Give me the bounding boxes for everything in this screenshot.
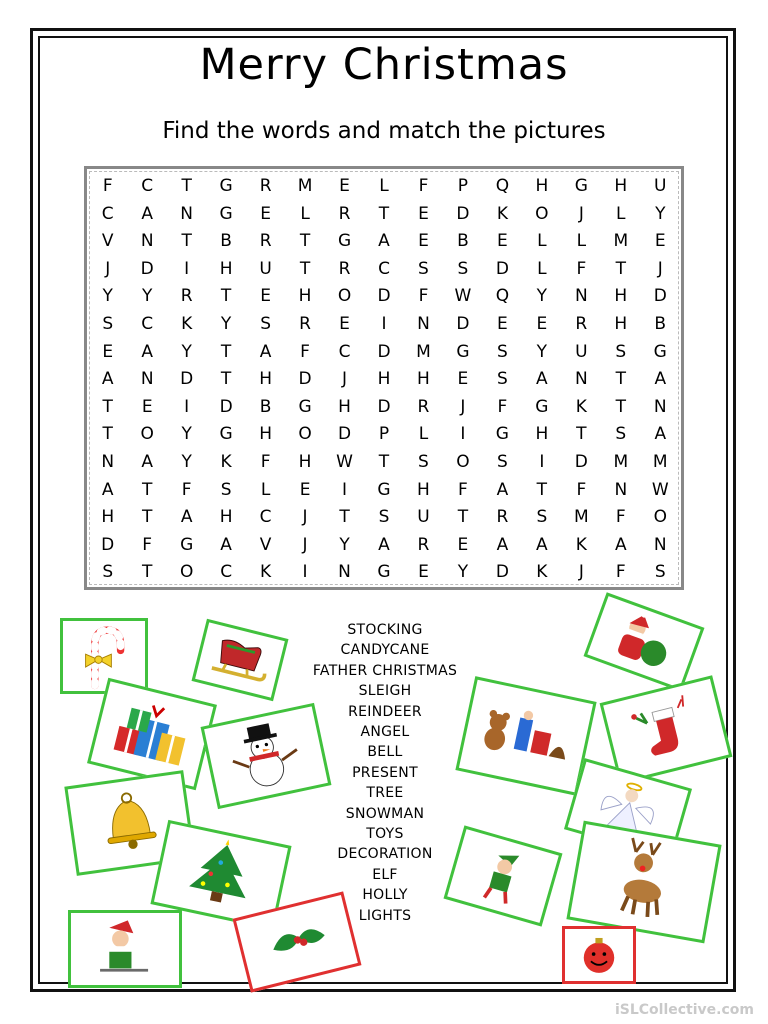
grid-letter: D	[298, 369, 312, 390]
grid-letter: D	[456, 314, 470, 334]
grid-letter: G	[219, 203, 233, 224]
grid-letter: R	[338, 258, 351, 279]
grid-letter: M	[297, 176, 313, 196]
grid-letter: E	[457, 534, 469, 555]
decoration-card	[562, 926, 636, 984]
grid-letter: E	[260, 286, 271, 307]
grid-letter: U	[575, 341, 588, 362]
grid-letter: C	[141, 314, 154, 334]
grid-letter: J	[578, 203, 584, 224]
grid-letter: M	[416, 341, 431, 362]
grid-letter: K	[220, 452, 232, 472]
page-title: Merry Christmas	[199, 40, 569, 90]
grid-letter: D	[574, 452, 588, 472]
grid-letter: T	[299, 258, 311, 279]
grid-letter: H	[298, 452, 312, 472]
grid-letter: R	[299, 314, 311, 334]
grid-letter: T	[378, 203, 390, 224]
grid-letter: C	[220, 562, 233, 583]
grid-letter: R	[259, 231, 272, 252]
grid-letter: Y	[181, 424, 192, 445]
grid-letter: T	[141, 507, 153, 528]
grid-letter: D	[653, 286, 667, 307]
grid-letter: E	[299, 479, 311, 500]
grid-letter: T	[615, 369, 626, 390]
grid-letter: N	[614, 479, 628, 500]
grid-letter: V	[101, 231, 114, 252]
grid-letter: D	[219, 396, 233, 417]
grid-letter: R	[180, 286, 193, 307]
grid-letter: O	[179, 562, 194, 583]
grid-letter: E	[260, 203, 271, 224]
grid-letter: G	[180, 534, 194, 555]
word-list-item: SLEIGH	[358, 683, 412, 700]
grid-letter: S	[260, 314, 271, 334]
grid-letter: T	[615, 396, 626, 417]
grid-letter: T	[141, 562, 153, 583]
grid-letter: O	[298, 424, 312, 445]
grid-letter: T	[102, 424, 113, 445]
grid-letter: N	[180, 203, 194, 224]
grid-letter: A	[378, 534, 390, 555]
grid-letter: S	[496, 369, 508, 390]
grid-letter: E	[102, 341, 114, 362]
grid-letter: B	[259, 396, 272, 417]
grid-letter: S	[102, 314, 114, 334]
grid-letter: G	[337, 231, 352, 252]
grid-letter: E	[654, 231, 666, 252]
grid-letter: B	[220, 231, 232, 252]
word-list-item: STOCKING	[347, 622, 423, 638]
grid-letter: J	[302, 507, 308, 528]
grid-letter: H	[535, 176, 549, 196]
grid-letter: P	[457, 176, 469, 196]
grid-letter: L	[537, 258, 547, 279]
grid-letter: I	[381, 314, 387, 334]
grid-letter: A	[654, 369, 667, 390]
grid-letter: T	[181, 231, 192, 252]
decoration-icon	[565, 929, 633, 981]
grid-letter: H	[614, 314, 628, 334]
word-list-item: SNOWMAN	[345, 805, 425, 822]
grid-letter: G	[377, 562, 391, 583]
grid-letter: P	[378, 424, 390, 445]
grid-letter: G	[219, 424, 233, 445]
grid-letter: M	[573, 507, 589, 528]
grid-letter: J	[657, 258, 663, 279]
grid-letter: G	[495, 424, 509, 445]
grid-letter: Q	[495, 286, 510, 307]
grid-letter: F	[458, 479, 468, 500]
word-list-item: TOYS	[366, 826, 404, 843]
grid-letter: R	[259, 176, 272, 196]
grid-letter: S	[654, 562, 666, 583]
grid-letter: I	[184, 396, 190, 417]
grid-letter: R	[338, 203, 351, 224]
grid-letter: F	[181, 479, 192, 500]
grid-letter: F	[615, 562, 626, 583]
grid-letter: N	[574, 369, 588, 390]
grid-letter: S	[496, 341, 508, 362]
word-list-item: LIGHTS	[358, 907, 412, 924]
grid-letter: W	[336, 452, 353, 472]
grid-letter: O	[456, 452, 470, 472]
grid-letter: A	[101, 479, 114, 500]
grid-letter: H	[219, 258, 233, 279]
grid-letter: H	[377, 369, 391, 390]
grid-letter: J	[578, 562, 584, 583]
word-list-item: REINDEER	[348, 703, 422, 720]
grid-letter: H	[219, 507, 233, 528]
grid-letter: J	[105, 258, 111, 279]
santa-elf-icon	[71, 913, 179, 985]
grid-letter: F	[418, 286, 429, 307]
grid-letter: J	[342, 369, 348, 390]
grid-letter: T	[181, 176, 192, 196]
grid-letter: H	[417, 369, 430, 390]
grid-letter: D	[180, 369, 194, 390]
grid-letter: O	[653, 507, 667, 528]
grid-letter: G	[298, 396, 312, 417]
grid-letter: T	[220, 341, 232, 362]
grid-letter: H	[101, 507, 115, 528]
grid-letter: E	[418, 231, 429, 252]
grid-letter: K	[181, 314, 193, 334]
grid-letter: L	[418, 424, 429, 445]
grid-letter: K	[575, 396, 587, 417]
grid-letter: H	[417, 479, 430, 500]
grid-letter: Y	[655, 203, 666, 224]
grid-letter: K	[575, 534, 587, 555]
grid-letter: A	[496, 534, 509, 555]
grid-letter: F	[300, 341, 310, 362]
grid-letter: U	[654, 176, 667, 196]
grid-letter: S	[615, 424, 627, 445]
grid-letter: D	[377, 286, 391, 307]
grid-letter: S	[102, 562, 114, 583]
grid-letter: E	[418, 203, 429, 224]
grid-letter: A	[141, 341, 153, 362]
grid-letter: N	[140, 369, 154, 390]
grid-letter: N	[101, 452, 115, 472]
santa-elf-card	[68, 910, 182, 988]
grid-letter: E	[497, 231, 508, 252]
grid-letter: E	[536, 314, 548, 334]
grid-letter: L	[576, 231, 587, 252]
grid-letter: S	[615, 341, 627, 362]
grid-letter: E	[339, 176, 350, 196]
grid-letter: O	[535, 203, 549, 224]
grid-letter: F	[576, 479, 587, 500]
grid-letter: S	[418, 258, 429, 279]
grid-letter: T	[102, 396, 113, 417]
grid-letter: H	[614, 286, 628, 307]
grid-letter: L	[300, 203, 310, 224]
grid-letter: T	[457, 507, 469, 528]
grid-letter: R	[496, 507, 509, 528]
grid-letter: T	[220, 369, 232, 390]
word-list-item: FATHER CHRISTMAS	[312, 662, 458, 679]
word-list-item: CANDYCANE	[340, 642, 430, 659]
grid-letter: H	[535, 424, 549, 445]
grid-letter: G	[377, 479, 391, 500]
grid-letter: W	[651, 479, 669, 500]
grid-letter: T	[576, 424, 587, 445]
grid-letter: T	[536, 479, 548, 500]
grid-letter: D	[377, 341, 391, 362]
grid-letter: G	[574, 176, 588, 196]
grid-letter: Y	[141, 286, 153, 307]
grid-letter: R	[575, 314, 588, 334]
grid-letter: K	[496, 203, 508, 224]
grid-letter: H	[338, 396, 351, 417]
candy-cane-icon	[63, 621, 145, 691]
grid-letter: S	[378, 507, 390, 528]
grid-letter: T	[615, 258, 626, 279]
grid-letter: K	[260, 562, 272, 583]
grid-letter: Y	[536, 341, 548, 362]
grid-letter: A	[141, 452, 153, 472]
grid-letter: D	[337, 424, 352, 445]
grid-letter: C	[338, 341, 351, 362]
grid-letter: H	[259, 369, 272, 390]
grid-letter: L	[537, 231, 547, 252]
grid-letter: M	[613, 231, 629, 252]
grid-letter: I	[302, 562, 308, 583]
word-list-item: HOLLY	[362, 887, 408, 904]
grid-letter: G	[653, 341, 667, 362]
grid-letter: N	[338, 562, 351, 583]
word-list-item: PRESENT	[352, 764, 418, 781]
grid-letter: I	[539, 452, 545, 472]
grid-letter: O	[337, 286, 352, 307]
grid-letter: A	[536, 369, 548, 390]
grid-letter: Y	[220, 314, 232, 334]
grid-letter: F	[260, 452, 271, 472]
grid-letter: D	[140, 258, 154, 279]
grid-letter: A	[536, 534, 548, 555]
grid-letter: J	[302, 534, 308, 555]
grid-letter: U	[259, 258, 272, 279]
grid-letter: V	[259, 534, 272, 555]
word-list-item: BELL	[367, 744, 403, 761]
grid-letter: A	[259, 341, 272, 362]
grid-letter: C	[259, 507, 272, 528]
grid-letter: L	[616, 203, 626, 224]
grid-letter: D	[456, 203, 470, 224]
grid-letter: I	[184, 258, 190, 279]
grid-letter: A	[101, 369, 114, 390]
grid-letter: S	[418, 452, 429, 472]
grid-letter: I	[342, 479, 348, 500]
grid-letter: G	[535, 396, 549, 417]
grid-letter: C	[141, 176, 154, 196]
grid-letter: F	[142, 534, 153, 555]
grid-letter: C	[378, 258, 390, 279]
grid-letter: N	[653, 534, 667, 555]
grid-letter: E	[418, 562, 429, 583]
grid-letter: F	[418, 176, 429, 196]
grid-letter: I	[460, 424, 466, 445]
grid-letter: N	[417, 314, 430, 334]
word-list-item: ELF	[372, 866, 398, 883]
grid-letter: S	[536, 507, 548, 528]
grid-letter: Y	[181, 341, 192, 362]
reindeer-icon	[570, 824, 718, 940]
grid-letter: Y	[536, 286, 548, 307]
word-list-item: ANGEL	[360, 724, 410, 741]
grid-letter: R	[417, 534, 430, 555]
grid-letter: N	[574, 286, 588, 307]
word-list-item: TREE	[366, 785, 404, 802]
grid-letter: H	[298, 286, 312, 307]
grid-letter: F	[102, 176, 113, 196]
grid-letter: D	[101, 534, 115, 555]
grid-letter: G	[219, 176, 233, 196]
grid-letter: N	[653, 396, 667, 417]
grid-letter: A	[614, 534, 627, 555]
grid-letter: H	[614, 176, 628, 196]
grid-letter: N	[140, 231, 154, 252]
grid-letter: T	[378, 452, 390, 472]
page-subtitle: Find the words and match the pictures	[162, 118, 606, 144]
grid-letter: Y	[102, 286, 113, 307]
grid-letter: Y	[339, 534, 350, 555]
grid-letter: F	[576, 258, 587, 279]
grid-letter: F	[615, 507, 626, 528]
grid-letter: A	[654, 424, 667, 445]
grid-letter: R	[417, 396, 430, 417]
grid-letter: D	[377, 396, 391, 417]
grid-letter: C	[101, 203, 114, 224]
grid-letter: A	[180, 507, 193, 528]
grid-letter: H	[259, 424, 272, 445]
grid-letter: S	[220, 479, 232, 500]
grid-letter: J	[460, 396, 466, 417]
grid-letter: Y	[457, 562, 469, 583]
grid-letter: G	[456, 341, 470, 362]
grid-letter: D	[495, 562, 509, 583]
grid-letter: W	[454, 286, 472, 307]
grid-letter: M	[652, 452, 668, 472]
word-search-grid	[88, 172, 680, 586]
watermark: iSLCollective.com	[614, 1002, 754, 1018]
grid-letter: A	[496, 479, 509, 500]
grid-letter: U	[417, 507, 430, 528]
grid-letter: E	[457, 369, 469, 390]
grid-letter: L	[260, 479, 271, 500]
grid-letter: A	[220, 534, 232, 555]
candy-cane-card	[60, 618, 148, 694]
grid-letter: T	[339, 507, 350, 528]
grid-letter: B	[457, 231, 469, 252]
grid-letter: A	[378, 231, 390, 252]
grid-letter: E	[141, 396, 153, 417]
grid-letter: T	[220, 286, 232, 307]
grid-letter: K	[536, 562, 548, 583]
grid-letter: L	[379, 176, 389, 196]
grid-letter: T	[299, 231, 311, 252]
grid-letter: S	[457, 258, 469, 279]
grid-letter: S	[496, 452, 508, 472]
grid-letter: O	[140, 424, 154, 445]
grid-letter: E	[339, 314, 350, 334]
grid-letter: T	[141, 479, 153, 500]
grid-letter: Y	[181, 452, 192, 472]
grid-letter: Q	[495, 176, 510, 196]
word-list-item: DECORATION	[337, 846, 433, 863]
grid-letter: E	[497, 314, 508, 334]
grid-letter: F	[497, 396, 508, 417]
grid-letter: D	[495, 258, 509, 279]
grid-letter: B	[654, 314, 667, 334]
grid-letter: A	[141, 203, 153, 224]
grid-letter: M	[613, 452, 629, 472]
